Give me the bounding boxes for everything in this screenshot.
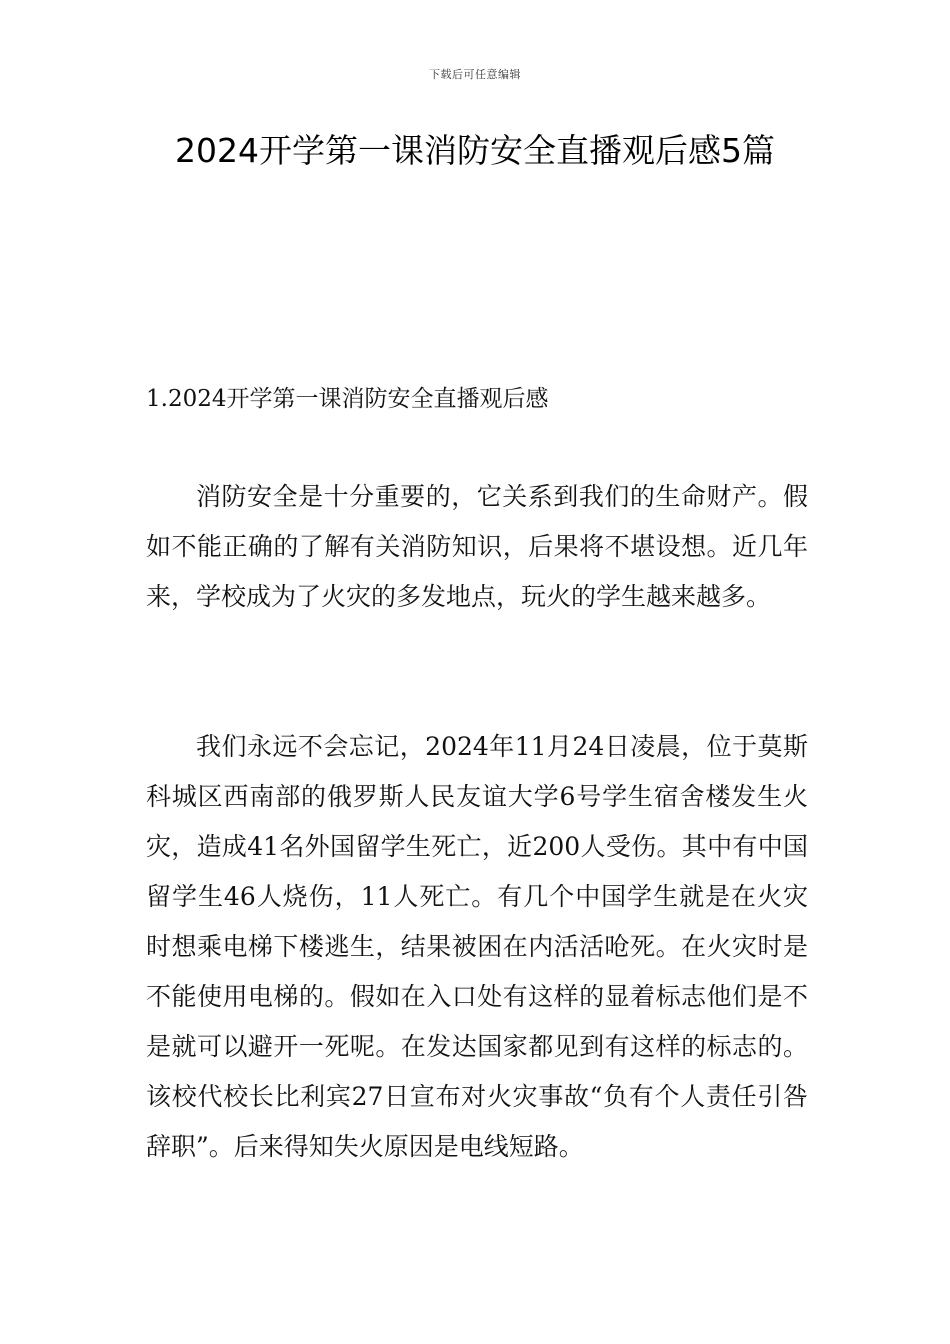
document-title: 2024开学第一课消防安全直播观后感5篇	[175, 131, 775, 170]
section-heading: 1.2024开学第一课消防安全直播观后感	[146, 386, 549, 412]
body-paragraph-2: 我们永远不会忘记，2024年11月24日凌晨，位于莫斯科城区西南部的俄罗斯人民友谊大学6号学生宿舍楼发生火灾，造成41名外国留学生死亡，近200人受伤。其中有中国留学生46人烧伤，11人死亡。有几个中国学生就是在火灾时想乘电梯下楼逃生，结果被困在内活活呛死。在火灾时是不能使用电梯的。假如在入口处有这样的显着标志他们是不是就可以避开一死呢。在发达国家都见到有这样的标志的。该校代校长比利宾27日宣布对火灾事故“负有个人责任引咎辞职”。后来得知失火原因是电线短路。	[146, 732, 808, 1161]
header-note: 下载后可任意编辑	[429, 68, 521, 81]
body-paragraph-1: 消防安全是十分重要的，它关系到我们的生命财产。假如不能正确的了解有关消防知识，后果将不堪设想。近几年来，学校成为了火灾的多发地点，玩火的学生越来越多。	[146, 482, 808, 611]
